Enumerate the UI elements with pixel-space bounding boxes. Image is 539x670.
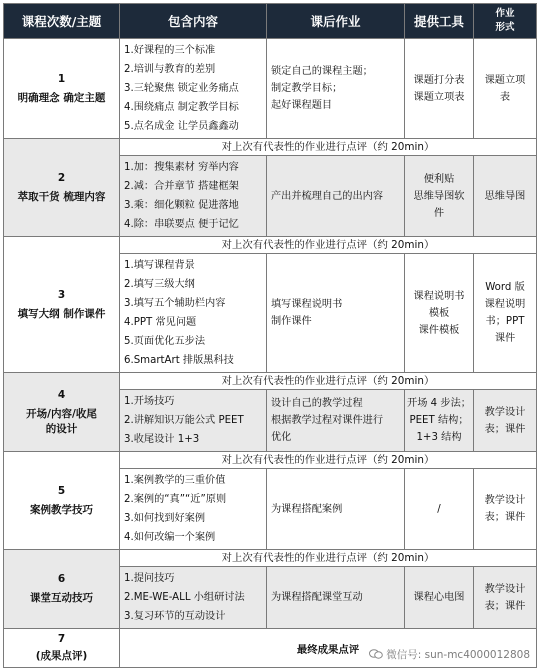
header-form-line: 形式 <box>495 22 515 33</box>
session-tools <box>405 567 474 629</box>
header-topic: 课程次数/主题 <box>4 4 120 39</box>
session-homework <box>267 469 405 550</box>
content-item: 1.填写课程背景 <box>124 260 195 271</box>
content-item: 2.填写三级大纲 <box>124 279 195 290</box>
session-homework <box>267 254 405 373</box>
session-form <box>474 39 537 139</box>
session-homework <box>267 39 405 139</box>
session-form <box>474 156 537 237</box>
content-item: 4.除：串联要点 便于记忆 <box>124 219 239 230</box>
homework-line: 为课程搭配课堂互动 <box>271 592 363 603</box>
content-item: 1.案例教学的三重价值 <box>124 475 226 486</box>
session-topic-line: 萃取干货 梳理内容 <box>17 190 106 203</box>
homework-line: 填写课程说明书 <box>271 299 343 310</box>
session-homework <box>267 567 405 629</box>
session-content <box>120 156 267 237</box>
final-topic-label: (成果点评) <box>35 650 88 662</box>
content-item: 3.收尾设计 1+3 <box>124 434 200 445</box>
final-review <box>120 629 537 668</box>
homework-line: 制作课件 <box>271 316 312 327</box>
session-topic <box>4 452 120 550</box>
session-form <box>474 390 537 452</box>
tools-line: 模板 <box>428 307 450 319</box>
content-item: 4.围绕痛点 制定教学目标 <box>124 102 239 113</box>
content-item: 2.讲解知识万能公式 PEET <box>124 415 244 426</box>
homework-line: 产出并梳理自己的出内容 <box>271 190 384 202</box>
homework-line: 设计自己的教学过程 <box>271 398 363 409</box>
session-form <box>474 254 537 373</box>
watermark-text: 微信号: sun-mc4000012808 <box>386 649 530 661</box>
session-topic <box>4 550 120 629</box>
tools-line: 1+3 结构 <box>416 432 462 443</box>
tools-line: 件 <box>433 207 445 219</box>
session-homework <box>267 156 405 237</box>
content-item: 3.乘：细化颗粒 促进落地 <box>124 200 239 211</box>
tools-line: 思维导图软 <box>413 190 465 202</box>
session-tools <box>405 469 474 550</box>
content-item: 2.减：合并章节 搭建框架 <box>124 181 239 192</box>
wechat-icon <box>369 649 383 659</box>
content-item: 4.PPT 常见问题 <box>124 317 197 328</box>
review-row <box>4 237 537 254</box>
session-topic <box>4 39 120 139</box>
review-note: 对上次有代表性的作业进行点评（约 20min） <box>120 550 537 567</box>
homework-line: 为课程搭配案例 <box>271 503 343 515</box>
session-topic-line: 填写大纲 制作课件 <box>17 307 106 320</box>
session-number: 6 <box>57 573 66 585</box>
session-tools <box>405 156 474 237</box>
review-row <box>4 373 537 390</box>
header-tools: 提供工具 <box>405 4 474 39</box>
review-note: 对上次有代表性的作业进行点评（约 20min） <box>120 452 537 469</box>
course-table <box>3 3 537 668</box>
content-item: 5.点名成金 让学员鑫鑫动 <box>124 121 239 132</box>
content-item: 2.培训与教育的差别 <box>124 64 216 75</box>
content-item: 3.复习环节的互动设计 <box>124 611 226 622</box>
session-tools <box>405 390 474 452</box>
session-tools <box>405 39 474 139</box>
review-row <box>4 452 537 469</box>
form-line: 课题立项 <box>484 74 526 86</box>
session-topic-line: 案例教学技巧 <box>30 503 93 516</box>
session-topic <box>4 237 120 373</box>
form-line: 教学设计 <box>484 406 526 418</box>
final-number: 7 <box>57 633 66 645</box>
session-topic-line: 的设计 <box>45 422 78 435</box>
form-line: 表 <box>499 91 511 103</box>
session-content <box>120 567 267 629</box>
session-content <box>120 390 267 452</box>
content-item: 3.如何找到好案例 <box>124 513 206 524</box>
watermark <box>369 647 530 662</box>
session-topic-line: 明确理念 确定主题 <box>17 91 106 104</box>
form-line: 教学设计 <box>484 583 526 595</box>
final-row <box>4 629 537 668</box>
final-topic <box>4 629 120 668</box>
tools-line: 开场 4 步法； <box>407 398 471 409</box>
content-item: 1.加：搜集素材 穷举内容 <box>124 162 239 173</box>
tools-line: / <box>437 503 441 515</box>
session-content <box>120 39 267 139</box>
content-item: 5.页面优化五步法 <box>124 336 206 347</box>
session-number: 1 <box>57 72 66 85</box>
header-form-line: 作业 <box>495 8 515 19</box>
form-line: 表；课件 <box>484 512 526 523</box>
content-item: 2.ME-WE-ALL 小组研讨法 <box>124 592 245 603</box>
review-note: 对上次有代表性的作业进行点评（约 20min） <box>120 237 537 254</box>
session-form <box>474 567 537 629</box>
session-number: 5 <box>57 484 66 497</box>
form-line: 课程说明 <box>484 299 526 310</box>
homework-line: 根据教学过程对课件进行 <box>271 415 384 426</box>
content-item: 4.如何改编一个案例 <box>124 532 216 543</box>
session-content <box>120 469 267 550</box>
header-row <box>4 4 537 39</box>
review-note: 对上次有代表性的作业进行点评（约 20min） <box>120 373 537 390</box>
review-note: 对上次有代表性的作业进行点评（约 20min） <box>120 139 537 156</box>
tools-line: 课件模板 <box>418 324 460 336</box>
content-item: 1.开场技巧 <box>124 396 175 407</box>
review-row <box>4 139 537 156</box>
session-form <box>474 469 537 550</box>
session-number: 4 <box>57 388 66 401</box>
tools-line: PEET 结构； <box>409 415 469 426</box>
tools-line: 便利贴 <box>423 173 455 185</box>
form-line: 表；课件 <box>484 423 526 435</box>
session-topic <box>4 373 120 452</box>
homework-line: 起好课程题目 <box>271 100 333 111</box>
form-line: 课件 <box>494 333 516 344</box>
content-item: 3.三轮聚焦 锁定业务痛点 <box>124 83 239 94</box>
tools-line: 课程说明书 <box>413 290 465 302</box>
form-line: Word 版 <box>485 282 525 293</box>
session-number: 3 <box>57 288 66 301</box>
session-tools <box>405 254 474 373</box>
tools-line: 课程心电图 <box>413 592 465 603</box>
session-homework <box>267 390 405 452</box>
content-item: 6.SmartArt 排版黑科技 <box>124 355 234 366</box>
form-line: 教学设计 <box>484 495 526 506</box>
review-row <box>4 550 537 567</box>
session-topic-line: 开场/内容/收尾 <box>26 407 97 420</box>
content-item: 1.提问技巧 <box>124 573 175 584</box>
header-homework: 课后作业 <box>267 4 405 39</box>
final-review-text: 最终成果点评 <box>296 643 360 656</box>
form-line: 书；PPT <box>485 316 525 327</box>
form-line: 思维导图 <box>484 190 526 202</box>
session-topic <box>4 139 120 237</box>
form-line: 表；课件 <box>484 600 526 612</box>
homework-line: 制定教学目标； <box>271 83 343 94</box>
session-content <box>120 254 267 373</box>
homework-line: 锁定自己的课程主题； <box>271 66 373 77</box>
tools-line: 课题立项表 <box>413 91 465 103</box>
tools-line: 课题打分表 <box>413 74 465 86</box>
content-item: 3.填写五个辅助栏内容 <box>124 298 226 309</box>
session-row <box>4 39 537 139</box>
header-form <box>474 4 537 39</box>
content-item: 1.好课程的三个标准 <box>124 45 216 56</box>
content-item: 2.案例的“真”“近”原则 <box>124 494 227 505</box>
homework-line: 优化 <box>271 432 292 443</box>
session-topic-line: 课堂互动技巧 <box>30 592 93 604</box>
header-content: 包含内容 <box>120 4 267 39</box>
session-number: 2 <box>57 171 66 184</box>
